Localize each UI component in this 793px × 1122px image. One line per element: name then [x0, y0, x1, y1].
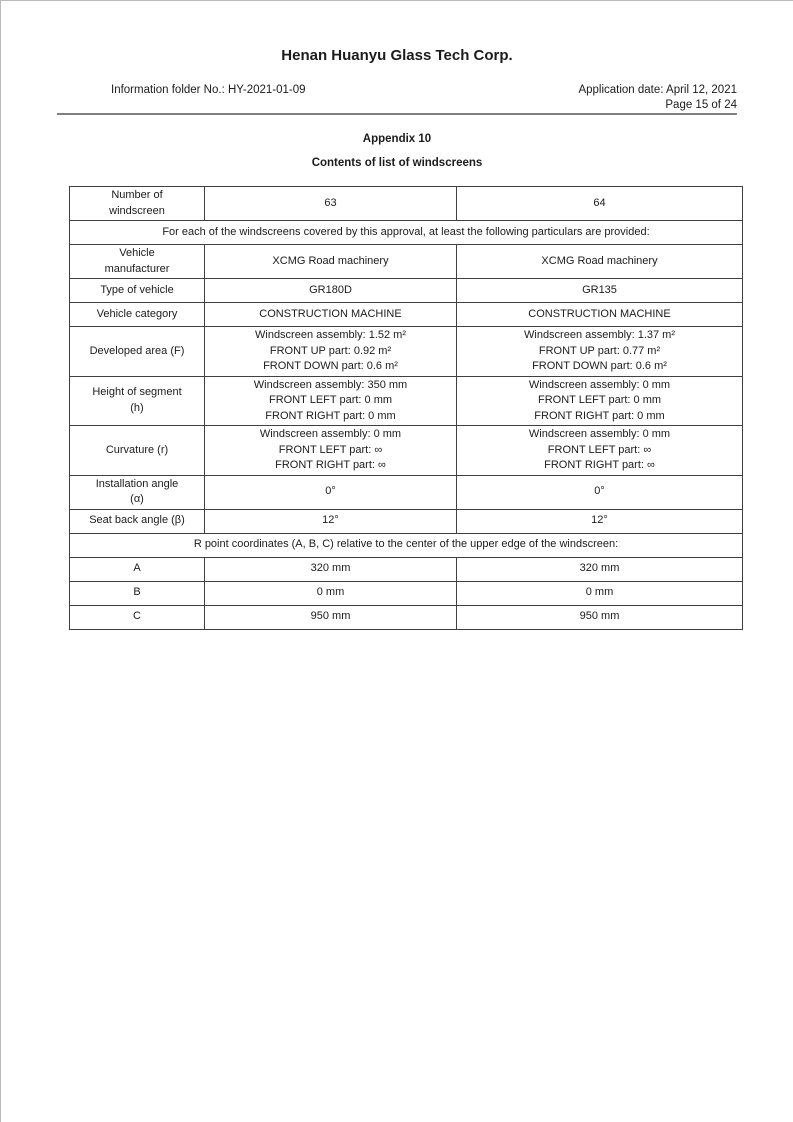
- cell-value-line: Windscreen assembly: 0 mm: [528, 428, 671, 440]
- header-right-block: [578, 83, 737, 113]
- row-label-line: windscreen: [109, 204, 165, 217]
- row-label: C: [70, 605, 205, 629]
- table-row-curvature: [70, 426, 743, 476]
- table-row-developed-area: [70, 327, 743, 377]
- cell-type-63: GR180D: [205, 279, 457, 303]
- page-number: Page 15 of 24: [665, 99, 737, 111]
- cell-manufacturer-64: XCMG Road machinery: [457, 245, 743, 279]
- appendix-title: Appendix 10: [362, 133, 432, 145]
- cell-value-line: Windscreen assembly: 1.52 m²: [255, 329, 406, 341]
- row-label-line: Number of: [111, 189, 163, 201]
- cell-windscreen-64: 64: [457, 187, 743, 221]
- cell-coord-b-64: 0 mm: [457, 581, 743, 605]
- document-subtitle: Contents of list of windscreens: [311, 157, 483, 169]
- table-row-coordinate-a: [70, 557, 743, 581]
- cell-value-line: Windscreen assembly: 0 mm: [259, 428, 402, 440]
- row-label: Curvature (r): [70, 426, 205, 476]
- row-label: [70, 245, 205, 279]
- cell-coord-c-63: 950 mm: [205, 605, 457, 629]
- row-label: [70, 475, 205, 509]
- info-folder-number: Information folder No.: HY-2021-01-09: [111, 84, 306, 96]
- table-row-vehicle-manufacturer: [70, 245, 743, 279]
- cell-coord-a-64: 320 mm: [457, 557, 743, 581]
- cell-height-segment-63: [205, 376, 457, 426]
- cell-curvature-63: [205, 426, 457, 476]
- row-label: Vehicle category: [70, 303, 205, 327]
- row-label: B: [70, 581, 205, 605]
- row-label: A: [70, 557, 205, 581]
- cell-manufacturer-63: XCMG Road machinery: [205, 245, 457, 279]
- cell-value-line: FRONT UP part: 0.92 m²: [269, 344, 392, 357]
- cell-seat-back-angle-63: 12°: [205, 509, 457, 533]
- table-row-seat-back-angle: [70, 509, 743, 533]
- cell-value-line: FRONT RIGHT part: 0 mm: [534, 409, 665, 422]
- table-row-vehicle-category: [70, 303, 743, 327]
- cell-value-line: FRONT UP part: 0.77 m²: [538, 344, 661, 357]
- row-label: [70, 187, 205, 221]
- table-row-note: [70, 221, 743, 245]
- table-row-coordinate-b: [70, 581, 743, 605]
- table-row-number-of-windscreen: [70, 187, 743, 221]
- row-label-line: (h): [130, 401, 144, 414]
- r-point-note-cell: R point coordinates (A, B, C) relative to the center of the upper edge of the windscreen:: [70, 533, 743, 557]
- document-header: [57, 83, 737, 115]
- row-label-line: Height of segment: [92, 386, 182, 399]
- cell-coord-a-63: 320 mm: [205, 557, 457, 581]
- note-cell: For each of the windscreens covered by this approval, at least the following particulars are provided:: [70, 221, 743, 245]
- row-label: [70, 376, 205, 426]
- cell-value-line: FRONT LEFT part: 0 mm: [268, 394, 393, 406]
- row-label-line: (α): [130, 493, 144, 505]
- table-row-coordinate-c: [70, 605, 743, 629]
- table-row-height-of-segment: [70, 376, 743, 426]
- company-title: Henan Huanyu Glass Tech Corp.: [281, 47, 513, 64]
- row-label: Seat back angle (β): [70, 509, 205, 533]
- cell-value-line: FRONT LEFT part: ∞: [547, 443, 652, 456]
- cell-developed-area-64: [457, 327, 743, 377]
- cell-coord-c-64: 950 mm: [457, 605, 743, 629]
- cell-value-line: FRONT RIGHT part: ∞: [544, 459, 655, 471]
- cell-value-line: FRONT DOWN part: 0.6 m²: [532, 360, 667, 372]
- cell-height-segment-64: [457, 376, 743, 426]
- windscreen-list-table: [69, 186, 743, 630]
- cell-seat-back-angle-64: 12°: [457, 509, 743, 533]
- cell-value-line: FRONT RIGHT part: 0 mm: [265, 409, 396, 422]
- row-label-line: Installation angle: [95, 477, 179, 490]
- cell-developed-area-63: [205, 327, 457, 377]
- cell-windscreen-63: 63: [205, 187, 457, 221]
- cell-coord-b-63: 0 mm: [205, 581, 457, 605]
- cell-value-line: FRONT LEFT part: 0 mm: [537, 394, 662, 406]
- cell-value-line: Windscreen assembly: 0 mm: [528, 378, 671, 391]
- row-label-line: Vehicle: [119, 247, 155, 259]
- row-label: Type of vehicle: [70, 279, 205, 303]
- table-row-installation-angle: [70, 475, 743, 509]
- cell-value-line: Windscreen assembly: 1.37 m²: [524, 329, 675, 341]
- application-date: Application date: April 12, 2021: [578, 84, 737, 96]
- cell-curvature-64: [457, 426, 743, 476]
- cell-value-line: FRONT RIGHT part: ∞: [275, 459, 386, 471]
- cell-value-line: Windscreen assembly: 350 mm: [253, 378, 408, 391]
- cell-type-64: GR135: [457, 279, 743, 303]
- cell-category-63: CONSTRUCTION MACHINE: [205, 303, 457, 327]
- table-row-r-point-note: [70, 533, 743, 557]
- row-label-line: manufacturer: [104, 262, 170, 275]
- cell-installation-angle-64: 0°: [457, 475, 743, 509]
- table-row-type-of-vehicle: [70, 279, 743, 303]
- cell-value-line: FRONT DOWN part: 0.6 m²: [263, 360, 398, 372]
- cell-installation-angle-63: 0°: [205, 475, 457, 509]
- cell-value-line: FRONT LEFT part: ∞: [278, 443, 383, 456]
- row-label: Developed area (F): [70, 327, 205, 377]
- cell-category-64: CONSTRUCTION MACHINE: [457, 303, 743, 327]
